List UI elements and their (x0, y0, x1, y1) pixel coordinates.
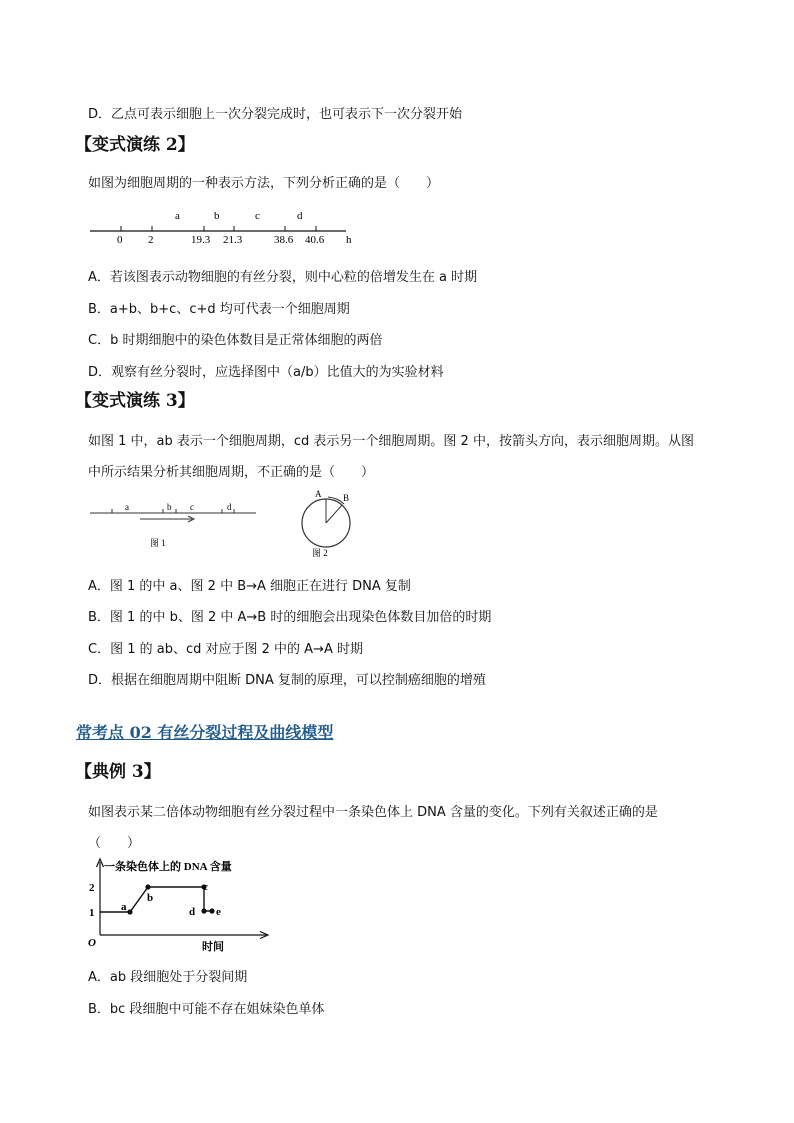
segment-label-c: c (255, 210, 260, 222)
typical-example-stem-line-1: 如图表示某二倍体动物细胞有丝分裂过程中一条染色体上 DNA 含量的变化。下列有关叙述正确的是 (88, 805, 658, 820)
figure-1-label-d: d (227, 502, 232, 512)
exercise-2-option-c: C．b 时期细胞中的染色体数目是正常体细胞的两倍 (88, 333, 383, 348)
figure-1-ticks (112, 509, 234, 513)
point-label-e: e (216, 906, 221, 918)
figure-2-caption: 图 2 (312, 548, 328, 558)
y-tick-2: 2 (89, 882, 95, 894)
point-a (127, 909, 132, 914)
dna-curve (100, 887, 212, 912)
figure-2 (298, 488, 368, 558)
exercise-2-option-a: A．若该图表示动物细胞的有丝分裂，则中心粒的倍增发生在 a 时期 (88, 270, 478, 285)
typical-example-heading: 【典例 3】 (75, 762, 161, 782)
point-label-d: d (189, 906, 196, 918)
tick-label-19-3: 19.3 (191, 234, 211, 245)
point-b (145, 884, 150, 889)
exercise-2-heading: 【变式演练 2】 (75, 135, 195, 155)
figure-2-arrow (328, 497, 344, 504)
exercise-2-stem: 如图为细胞周期的一种表示方法，下列分析正确的是（ ） (88, 176, 440, 191)
tick-label-21-3: 21.3 (223, 234, 243, 245)
y-axis-label: 一条染色体上的 DNA 含量 (104, 861, 232, 873)
exercise-2-option-d: D．观察有丝分裂时，应选择图中（a/b）比值大的为实验材料 (88, 365, 444, 380)
section-title: 常考点 02 有丝分裂过程及曲线模型 (76, 723, 334, 742)
cell-cycle-timeline (88, 205, 388, 245)
tick-label-38-6: 38.6 (274, 234, 294, 245)
figure-1-label-a: a (125, 502, 129, 512)
segment-label-d: d (297, 210, 303, 222)
tick-label-40-6: 40.6 (305, 234, 325, 245)
exercise-3-heading: 【变式演练 3】 (75, 391, 195, 411)
x-axis-label: 时间 (202, 941, 224, 953)
origin-label: O (88, 937, 96, 949)
exercise-3-stem-line-1: 如图 1 中，ab 表示一个细胞周期，cd 表示另一个细胞周期。图 2 中，按箭头方向，表示细胞周期。从图 (88, 434, 694, 449)
timeline-ticks (121, 226, 316, 231)
segment-label-b: b (214, 210, 220, 222)
typical-example-option-b: B．bc 段细胞中可能不存在姐妹染色单体 (88, 1002, 325, 1017)
timeline-unit: h (346, 234, 352, 245)
exercise-2-option-b: B．a+b、b+c、c+d 均可代表一个细胞周期 (88, 302, 350, 317)
tick-label-0: 0 (117, 234, 123, 245)
figure-1-label-b: b (167, 502, 172, 512)
tick-label-2: 2 (148, 234, 154, 245)
exercise-3-option-a: A．图 1 的中 a、图 2 中 B→A 细胞正在进行 DNA 复制 (88, 579, 411, 594)
point-label-c: c (203, 881, 208, 893)
figure-2-label-b: B (343, 493, 350, 503)
y-tick-1: 1 (89, 907, 95, 919)
exercise-3-option-b: B．图 1 的中 b、图 2 中 A→B 时的细胞会出现染色体数目加倍的时期 (88, 610, 492, 625)
point-d (201, 908, 206, 913)
figure-1-label-c: c (190, 502, 194, 512)
figure-1 (88, 495, 263, 557)
figure-1-caption: 图 1 (150, 538, 166, 548)
point-label-a: a (121, 901, 127, 913)
point-e (209, 908, 214, 913)
typical-example-option-a: A．ab 段细胞处于分裂间期 (88, 970, 248, 985)
typical-example-stem-line-2: （ ） (88, 836, 141, 851)
exercise-3-stem-line-2: 中所示结果分析其细胞周期，不正确的是（ ） (88, 465, 375, 480)
exercise-3-option-d: D．根据在细胞周期中阻断 DNA 复制的原理，可以控制癌细胞的增殖 (88, 673, 486, 688)
exercise-3-option-c: C．图 1 的 ab、cd 对应于图 2 中的 A→A 时期 (88, 642, 363, 657)
point-label-b: b (147, 892, 154, 904)
segment-label-a: a (175, 210, 180, 222)
dna-content-chart (86, 855, 286, 953)
option-d-prev: D．乙点可表示细胞上一次分裂完成时，也可表示下一次分裂开始 (88, 107, 463, 122)
figure-2-label-a: A (315, 489, 322, 499)
figure-2-radius-b (326, 505, 342, 523)
